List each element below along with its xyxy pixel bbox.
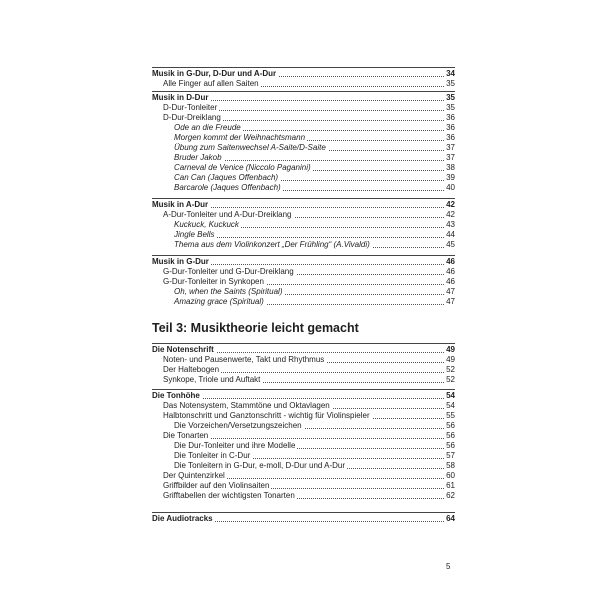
toc-page: 43 <box>446 220 455 229</box>
toc-entry: Thema aus dem Violinkonzert „Der Frühling“ (A.Vivaldi) <box>174 240 370 249</box>
toc-entry-row <box>0 297 600 307</box>
section-divider <box>152 67 455 68</box>
toc-entry-row <box>0 230 600 240</box>
toc-page: 38 <box>446 163 455 172</box>
toc-entry-row <box>0 411 600 421</box>
toc-page: 54 <box>446 401 455 410</box>
toc-entry-row <box>0 375 600 385</box>
toc-entry-row <box>0 421 600 431</box>
toc-entry: Alle Finger auf allen Saiten <box>163 79 259 88</box>
section-divider <box>152 389 455 390</box>
toc-page: 47 <box>446 297 455 306</box>
toc-entry: Bruder Jakob <box>174 153 222 162</box>
toc-page: 52 <box>446 365 455 374</box>
toc-page: 49 <box>446 355 455 364</box>
toc-page: 58 <box>446 461 455 470</box>
toc-entry-row <box>0 240 600 250</box>
toc-entry-row <box>0 401 600 411</box>
toc-entry: A-Dur-Tonleiter und A-Dur-Dreiklang <box>163 210 292 219</box>
toc-entry-row <box>0 143 600 153</box>
toc-heading-row <box>0 514 600 524</box>
toc-entry: Noten- und Pausenwerte, Takt und Rhythmus <box>163 355 325 364</box>
toc-page: 45 <box>446 240 455 249</box>
toc-entry: Morgen kommt der Weihnachtsmann <box>174 133 306 142</box>
toc-entry-row <box>0 431 600 441</box>
toc-page: 46 <box>446 257 455 266</box>
toc-entry: Carneval de Venice (Niccolo Paganini) <box>174 163 311 172</box>
toc-page: 35 <box>446 79 455 88</box>
toc-entry: Grifftabellen der wichtigsten Tonarten <box>163 491 295 500</box>
toc-heading: Musik in D-Dur <box>152 93 209 102</box>
toc-page: 55 <box>446 411 455 420</box>
toc-entry-row <box>0 451 600 461</box>
toc-entry: Oh, when the Saints (Spiritual) <box>174 287 283 296</box>
toc-page: 37 <box>446 143 455 152</box>
toc-entry-row <box>0 481 600 491</box>
toc-page: 42 <box>446 210 455 219</box>
toc-page: 57 <box>446 451 455 460</box>
toc-entry: Kuckuck, Kuckuck <box>174 220 239 229</box>
toc-entry: Can Can (Jaques Offenbach) <box>174 173 279 182</box>
toc-page: 56 <box>446 431 455 440</box>
toc-page: 61 <box>446 481 455 490</box>
toc-page: 44 <box>446 230 455 239</box>
toc-entry: Amazing grace (Spiritual) <box>174 297 264 306</box>
section-divider <box>152 91 455 92</box>
toc-entry: D-Dur-Dreiklang <box>163 113 221 122</box>
section-divider <box>152 198 455 199</box>
toc-entry: D-Dur-Tonleiter <box>163 103 218 112</box>
toc-heading-row <box>0 257 600 267</box>
toc-entry-row <box>0 267 600 277</box>
toc-entry-row <box>0 133 600 143</box>
toc-entry: Der Haltebogen <box>163 365 220 374</box>
toc-entry: Die Dur-Tonleiter und ihre Modelle <box>174 441 296 450</box>
toc-entry-row <box>0 365 600 375</box>
toc-page: 36 <box>446 133 455 142</box>
page-number: 5 <box>446 562 451 571</box>
toc-entry-row <box>0 210 600 220</box>
toc-page: 39 <box>446 173 455 182</box>
toc-page: 36 <box>446 113 455 122</box>
toc-entry: Übung zum Saitenwechsel A-Saite/D-Saite <box>174 143 326 152</box>
toc-heading-row <box>0 69 600 79</box>
toc-entry-row <box>0 79 600 89</box>
toc-page: 56 <box>446 421 455 430</box>
toc-entry-row <box>0 441 600 451</box>
toc-heading: Die Tonhöhe <box>152 391 200 400</box>
toc-entry-row <box>0 461 600 471</box>
toc-entry: Halbtonschritt und Ganztonschritt - wichtig für Violinspieler <box>163 411 370 420</box>
toc-entry-row <box>0 123 600 133</box>
toc-entry-row <box>0 113 600 123</box>
toc-page: 40 <box>446 183 455 192</box>
toc-entry-row <box>0 153 600 163</box>
toc-heading-row <box>0 200 600 210</box>
toc-entry-row <box>0 183 600 193</box>
toc-page: 54 <box>446 391 455 400</box>
part-heading: Teil 3: Musiktheorie leicht gemacht <box>152 321 359 335</box>
toc-heading-row <box>0 345 600 355</box>
toc-entry-row <box>0 173 600 183</box>
toc-heading-row <box>0 391 600 401</box>
toc-entry: Die Vorzeichen/Versetzungszeichen <box>174 421 302 430</box>
toc-page: 49 <box>446 345 455 354</box>
toc-entry: G-Dur-Tonleiter und G-Dur-Dreiklang <box>163 267 294 276</box>
toc-heading-row <box>0 93 600 103</box>
toc-entry: Der Quintenzirkel <box>163 471 225 480</box>
toc-entry: G-Dur-Tonleiter in Synkopen <box>163 277 264 286</box>
toc-page: 34 <box>446 69 455 78</box>
toc-page: 36 <box>446 123 455 132</box>
toc-entry-row <box>0 355 600 365</box>
toc-entry-row <box>0 163 600 173</box>
toc-page: 35 <box>446 93 455 102</box>
toc-entry: Die Tonleiter in C-Dur <box>174 451 251 460</box>
toc-entry: Barcarole (Jaques Offenbach) <box>174 183 281 192</box>
toc-heading: Musik in G-Dur <box>152 257 209 266</box>
section-divider <box>152 255 455 256</box>
toc-entry: Griffbilder auf den Violinsaiten <box>163 481 270 490</box>
section-divider <box>152 343 455 344</box>
toc-heading: Musik in A-Dur <box>152 200 209 209</box>
toc-heading: Die Notenschrift <box>152 345 214 354</box>
section-divider <box>152 512 455 513</box>
toc-entry-row <box>0 287 600 297</box>
toc-entry: Das Notensystem, Stammtöne und Oktavlagen <box>163 401 330 410</box>
toc-entry: Die Tonarten <box>163 431 209 440</box>
toc-page: 56 <box>446 441 455 450</box>
toc-page: 47 <box>446 287 455 296</box>
toc-page: 60 <box>446 471 455 480</box>
toc-entry: Jingle Bells <box>174 230 215 239</box>
toc-page: 46 <box>446 267 455 276</box>
toc-page: 52 <box>446 375 455 384</box>
toc-entry-row <box>0 103 600 113</box>
toc-heading: Die Audiotracks <box>152 514 213 523</box>
toc-entry: Synkope, Triole und Auftakt <box>163 375 261 384</box>
toc-page: 42 <box>446 200 455 209</box>
toc-page: 35 <box>446 103 455 112</box>
toc-page: 64 <box>446 514 455 523</box>
toc-entry-row <box>0 277 600 287</box>
toc-page: 37 <box>446 153 455 162</box>
toc-entry: Ode an die Freude <box>174 123 241 132</box>
toc-heading: Musik in G-Dur, D-Dur und A-Dur <box>152 69 277 78</box>
toc-page: 46 <box>446 277 455 286</box>
toc-entry: Die Tonleitern in G-Dur, e-moll, D-Dur und A-Dur <box>174 461 346 470</box>
toc-entry-row <box>0 220 600 230</box>
toc-entry-row <box>0 491 600 501</box>
toc-page: 62 <box>446 491 455 500</box>
toc-entry-row <box>0 471 600 481</box>
